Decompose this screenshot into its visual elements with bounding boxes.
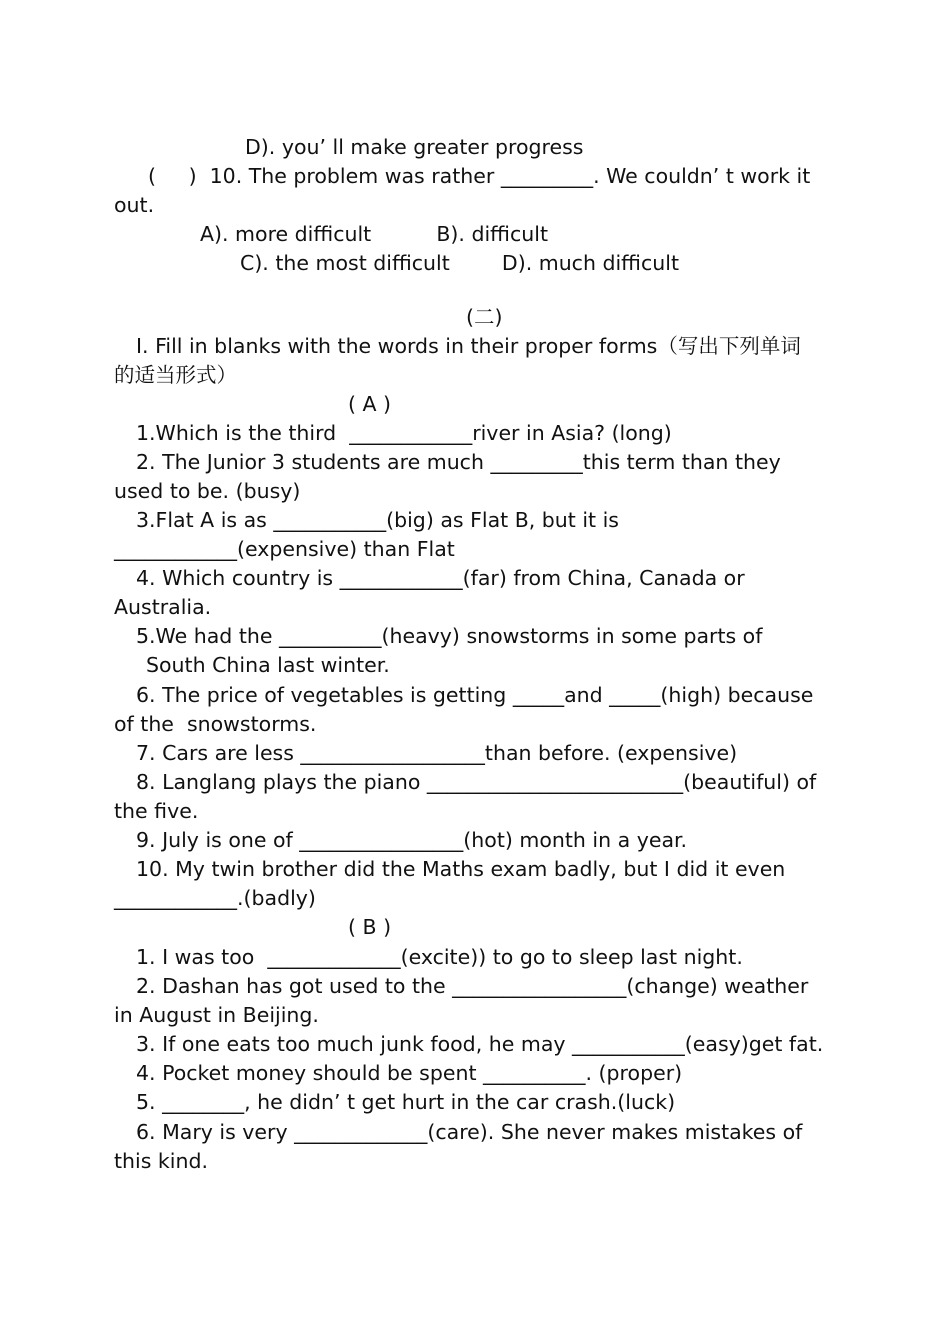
b-item-5: 5. ________, he didn’ t get hurt in the car crash.(luck) [136, 1090, 676, 1114]
instruction-cont: 的适当形式） [114, 363, 237, 387]
a-item-2: 2. The Junior 3 students are much _________this term than they [136, 450, 781, 474]
a-item-7: 7. Cars are less __________________than before. (expensive) [136, 741, 738, 765]
a-item-3: 3.Flat A is as ___________(big) as Flat B, but it is [136, 508, 619, 532]
b-item-4: 4. Pocket money should be spent __________. (proper) [136, 1061, 683, 1085]
options-ab-q10: A). more difficult B). difficult [200, 222, 548, 246]
section-heading: (二) [466, 305, 503, 329]
question-10-cont: out. [114, 193, 155, 217]
a-item-9: 9. July is one of ________________(hot) month in a year. [136, 828, 688, 852]
a-item-10: 10. My twin brother did the Maths exam badly, but I did it even [136, 857, 786, 881]
b-item-1: 1. I was too _____________(excite)) to go to sleep last night. [136, 945, 743, 969]
a-item-5: 5.We had the __________(heavy) snowstorms in some parts of [136, 624, 763, 648]
a-item-5-cont: South China last winter. [146, 653, 390, 677]
part-a-heading: ( A ) [348, 392, 392, 416]
a-item-2-cont: used to be. (busy) [114, 479, 301, 503]
b-item-6: 6. Mary is very _____________(care). She never makes mistakes of [136, 1120, 803, 1144]
option-d-q9: D). you’ ll make greater progress [245, 135, 584, 159]
b-item-6-cont: this kind. [114, 1149, 209, 1173]
a-item-4-cont: Australia. [114, 595, 212, 619]
part-b-heading: ( B ) [348, 915, 392, 939]
a-item-8: 8. Langlang plays the piano _________________________(beautiful) of [136, 770, 817, 794]
a-item-6: 6. The price of vegetables is getting _____and _____(high) because [136, 683, 814, 707]
a-item-4: 4. Which country is ____________(far) from China, Canada or [136, 566, 745, 590]
a-item-8-cont: the five. [114, 799, 199, 823]
options-cd-q10: C). the most difficult D). much difficult [240, 251, 679, 275]
b-item-2: 2. Dashan has got used to the _________________(change) weather [136, 974, 809, 998]
question-10: ( ) 10. The problem was rather _________. We couldn’ t work it [148, 164, 811, 188]
a-item-10-cont: ____________.(badly) [114, 886, 316, 910]
a-item-3-cont: ____________(expensive) than Flat [114, 537, 455, 561]
b-item-3: 3. If one eats too much junk food, he may ___________(easy)get fat. [136, 1032, 824, 1056]
instruction: I. Fill in blanks with the words in their proper forms（写出下列单词 [136, 334, 801, 358]
a-item-6-cont: of the snowstorms. [114, 712, 317, 736]
a-item-1: 1.Which is the third ____________river in Asia? (long) [136, 421, 672, 445]
b-item-2-cont: in August in Beijing. [114, 1003, 319, 1027]
